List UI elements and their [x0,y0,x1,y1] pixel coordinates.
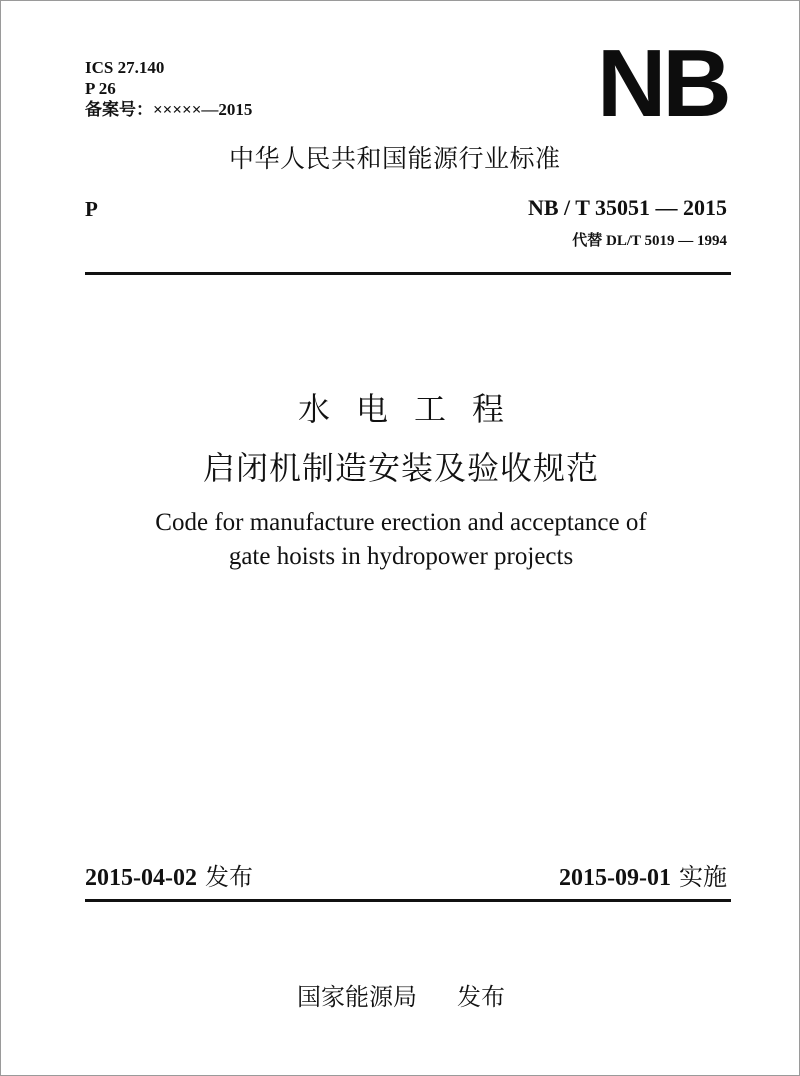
title-en-line1: Code for manufacture erection and acceptance of [155,509,647,536]
standard-number: NB / T 35051 — 2015 [527,195,727,220]
issue-date-block [85,857,253,892]
publisher-label: 发布 [457,983,505,1011]
record-number: 备案号：×××××—2015 [85,100,253,119]
classification-code: P [85,197,98,221]
nb-logo: NB [597,30,728,137]
title-en-line2: gate hoists in hydropower projects [228,543,574,570]
standard-title: 中华人民共和国能源行业标准 [229,144,561,173]
ics-code: ICS 27.140 [85,58,165,77]
bottom-rule [85,899,731,902]
top-rule [85,272,731,275]
header-codes [85,57,252,120]
title-cn-line2: 启闭机制造安装及验收规范 [202,449,599,487]
issue-date: 2015-04-02 [85,865,197,891]
publisher-block [1,977,800,1012]
replaces-note: 代替 DL/T 5019 — 1994 [572,233,727,249]
issue-label: 发布 [204,863,253,891]
title-en [1,506,800,574]
title-cn-line1: 水电工程 [297,390,530,428]
publisher-name: 国家能源局 [297,983,417,1011]
implement-date: 2015-09-01 [559,865,671,891]
implement-label: 实施 [679,863,727,891]
implement-date-block [559,857,727,892]
ccs-code: P 26 [85,79,116,98]
